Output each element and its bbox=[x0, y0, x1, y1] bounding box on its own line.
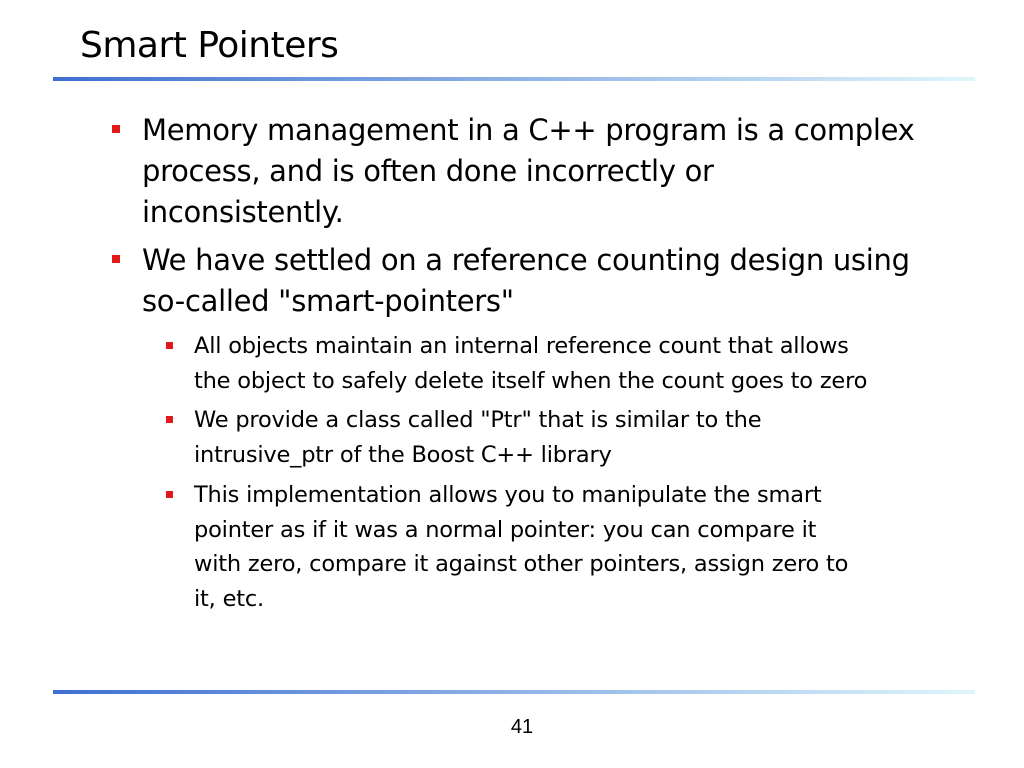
footer-divider bbox=[53, 690, 975, 694]
bullet-line: Memory management in a C++ program is a complex bbox=[142, 113, 915, 147]
sub-bullet-line: All objects maintain an internal reference count that allows bbox=[194, 333, 849, 359]
sub-bullet-line: intrusive_ptr of the Boost C++ library bbox=[194, 441, 612, 468]
sub-bullet-internal-reference-count bbox=[194, 329, 994, 398]
slide-title: Smart Pointers bbox=[80, 25, 339, 66]
bullet-marker-icon bbox=[112, 255, 120, 263]
bullet-line: inconsistently. bbox=[142, 195, 344, 229]
sub-bullet-line: the object to safely delete itself when the count goes to zero bbox=[194, 367, 868, 394]
sub-bullet-line: We provide a class called "Ptr" that is similar to the bbox=[194, 407, 762, 433]
sub-bullet-line: it, etc. bbox=[194, 585, 264, 612]
bullet-memory-management bbox=[142, 110, 982, 233]
sub-bullet-marker-icon bbox=[166, 491, 173, 498]
sub-bullet-normal-pointer-usage bbox=[194, 478, 994, 616]
sub-bullet-marker-icon bbox=[166, 342, 173, 349]
sub-bullet-line: pointer as if it was a normal pointer: you can compare it bbox=[194, 516, 817, 543]
bullet-line: We have settled on a reference counting design using bbox=[142, 243, 910, 277]
bullet-marker-icon bbox=[112, 125, 120, 133]
bullet-line: process, and is often done incorrectly or bbox=[142, 154, 714, 188]
sub-bullet-line: This implementation allows you to manipulate the smart bbox=[194, 482, 822, 508]
bullet-line: so-called "smart-pointers" bbox=[142, 284, 514, 318]
sub-bullet-line: with zero, compare it against other pointers, assign zero to bbox=[194, 551, 849, 577]
sub-bullet-marker-icon bbox=[166, 416, 173, 423]
bullet-reference-counting bbox=[142, 240, 982, 322]
title-divider bbox=[53, 77, 975, 81]
page-number: 41 bbox=[510, 716, 534, 738]
sub-bullet-ptr-class bbox=[194, 403, 994, 472]
